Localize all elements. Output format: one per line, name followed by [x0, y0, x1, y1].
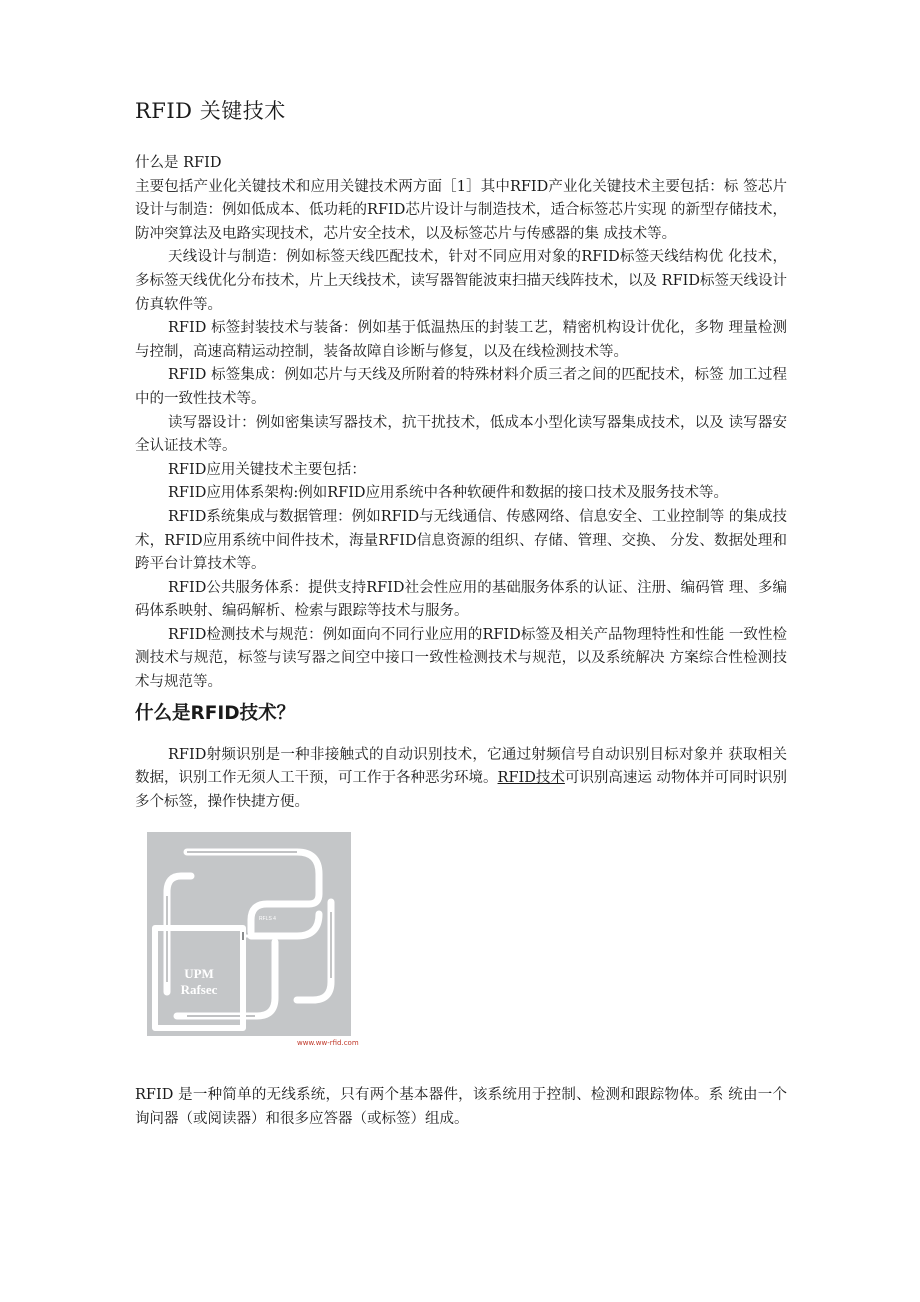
rfid-tag-image — [147, 832, 365, 1048]
page-title: RFID 关键技术 — [135, 99, 286, 123]
paragraph-antenna: 天线设计与制造：例如标签天线匹配技术，针对不同应用对象的RFID标签天线结构优 化技术，多标签天线优化分布技术，片上天线技术，读写器智能波束扫描天线阵技术，以及 RFID标签天线设计仿真软件等。 — [135, 249, 787, 313]
paragraph-industry-tech: 主要包括产业化关键技术和应用关键技术两方面［1］其中RFID产业化关键技术主要包括：标 签芯片设计与制造：例如低成本、低功耗的RFID芯片设计与制造技术，适合标签芯片实现 的新型存储技术，防冲突算法及电路实现技术，芯片安全技术，以及标签芯片与传感器的集 成技术等。 — [135, 178, 787, 242]
paragraph-app-tech-intro: RFID应用关键技术主要包括： — [168, 461, 366, 478]
paragraph-packaging: RFID 标签封装技术与装备：例如基于低温热压的封装工艺，精密机构设计优化，多物 理量检测与控制，高速高精运动控制，装备故障自诊断与修复，以及在线检测技术等。 — [135, 320, 787, 360]
paragraph-testing: RFID检测技术与规范：例如面向不同行业应用的RFID标签及相关产品物理特性和性能 一致性检测技术与规范，标签与读写器之间空中接口一致性检测技术与规范，以及系统解决 方案综合性检测技术与规范等。 — [135, 626, 787, 691]
paragraph-app-architecture: RFID应用体系架构:例如RFID应用系统中各种软硬件和数据的接口技术及服务技术等。 — [168, 485, 729, 502]
paragraph-integration: RFID 标签集成：例如芯片与天线及所附着的特殊材料介质三者之间的匹配技术，标签 加工过程中的一致性技术等。 — [135, 367, 787, 407]
rfid-antenna-graphic — [147, 832, 351, 1036]
section-heading: 什么是RFID技术？ — [135, 702, 296, 724]
logo-rafsec: Rafsec — [180, 982, 218, 998]
paragraph-reader-design: 读写器设计：例如密集读写器技术，抗干扰技术，低成本小型化读写器集成技术，以及 读写器安全认证技术等。 — [135, 414, 787, 455]
intro-question: 什么是 RFID — [135, 155, 222, 171]
paragraph-system-integration: RFID系统集成与数据管理：例如RFID与无线通信、传感网络、信息安全、工业控制等 的集成技术，RFID应用系统中间件技术，海量RFID信息资源的组织、存储、管理、交换、 分发、数据处理和跨平台计算技术等。 — [135, 508, 787, 573]
paragraph-rfid-definition — [135, 744, 787, 815]
document-body — [135, 96, 787, 1132]
image-watermark-url: www.ww-rfid.com — [297, 1039, 359, 1048]
logo-upm: UPM — [184, 966, 214, 982]
definition-text: RFID射频识别是一种非接触式的自动识别技术，它通过射频信号自动识别目标对象并 获取相关数据，识别工作无须人工干预，可工作于各种恶劣环境。 — [135, 746, 787, 787]
definition-text-cont: 可识别高速运 动物体并可同时识别多个标签，操作快捷方便。 — [135, 770, 787, 810]
paragraph-rfid-system: RFID 是一种简单的无线系统，只有两个基本器件，该系统用于控制、检测和跟踪物体。系 统由一个询问器（或阅读器）和很多应答器（或标签）组成。 — [135, 1087, 787, 1128]
rfid-tech-link[interactable]: RFID技术 — [497, 770, 565, 787]
svg-text:RFLS 4: RFLS 4 — [259, 916, 276, 923]
paragraph-public-service: RFID公共服务体系：提供支持RFID社会性应用的基础服务体系的认证、注册、编码管 理、多编码体系映射、编码解析、检索与跟踪等技术与服务。 — [135, 579, 787, 620]
